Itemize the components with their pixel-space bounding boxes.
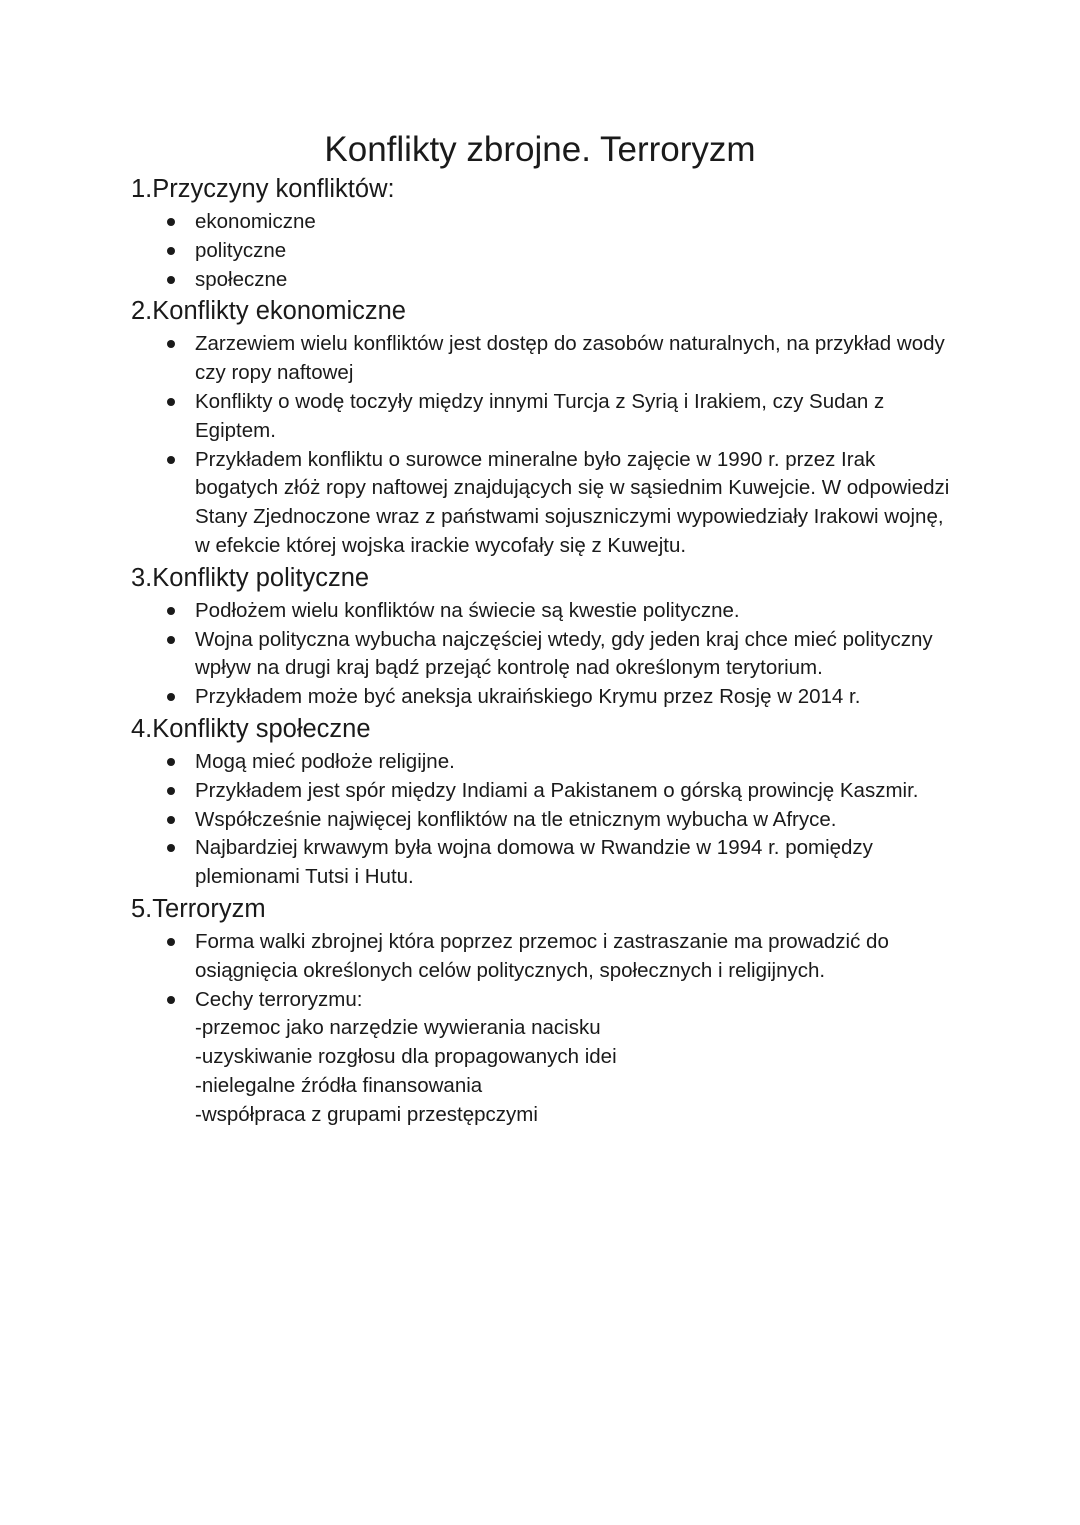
list-item: Przykładem może być aneksja ukraińskiego Krymu przez Rosję w 2014 r. — [131, 683, 951, 712]
terrorism-feature: -współpraca z grupami przestępczymi — [195, 1102, 538, 1126]
list-item: Podłożem wielu konfliktów na świecie są kwestie polityczne. — [131, 597, 951, 626]
bullet-icon — [167, 456, 175, 464]
section-social — [131, 712, 951, 892]
section-heading: 1.Przyczyny konfliktów: — [131, 175, 395, 203]
list-item: Cechy terroryzmu: -przemoc jako narzędzie wywierania nacisku -uzyskiwanie rozgłosu dla propagowanych idei -nielegalne źródła finansowania -współpraca z grupami przestępczymi — [131, 986, 951, 1130]
section-causes — [131, 172, 951, 294]
list-item: Najbardziej krwawym była wojna domowa w Rwandzie w 1994 r. pomiędzy plemionami Tutsi i Hutu. — [131, 834, 951, 892]
bullet-icon — [167, 276, 175, 284]
section-heading: 5.Terroryzm — [131, 894, 266, 923]
section-political — [131, 561, 951, 712]
list-item: Przykładem jest spór między Indiami a Pakistanem o górską prowincję Kaszmir. — [131, 777, 951, 806]
bullet-list — [131, 597, 951, 712]
section-economic — [131, 294, 951, 560]
section-heading: 4.Konflikty społeczne — [131, 714, 371, 743]
section-heading: 3.Konflikty polityczne — [131, 563, 370, 592]
bullet-icon — [167, 787, 175, 795]
list-item: polityczne — [131, 237, 951, 266]
list-item: Zarzewiem wielu konfliktów jest dostęp do zasobów naturalnych, na przykład wody czy ropy naftowej — [131, 330, 951, 388]
list-item: Przykładem konfliktu o surowce mineralne było zajęcie w 1990 r. przez Irak bogatych złóż ropy naftowej znajdujących się w sąsiednim Kuwejcie. W odpowiedzi Stany Zjednoczone wraz z państwami sojuszniczymi wypowiedziały Irakowi wojnę, w efekcie której wojska irackie wycofały się z Kuwejtu. — [131, 446, 951, 561]
list-item: Forma walki zbrojnej która poprzez przemoc i zastraszanie ma prowadzić do osiągnięcia określonych celów politycznych, społecznych i religijnych. — [131, 928, 951, 986]
bullet-icon — [167, 218, 175, 226]
bullet-icon — [167, 693, 175, 701]
terrorism-feature: -uzyskiwanie rozgłosu dla propagowanych idei — [195, 1045, 617, 1069]
list-item: Współcześnie najwięcej konfliktów na tle etnicznym wybucha w Afryce. — [131, 806, 951, 835]
bullet-icon — [167, 636, 175, 644]
bullet-icon — [167, 247, 175, 255]
list-item: ekonomiczne — [131, 208, 951, 237]
terrorism-feature: -przemoc jako narzędzie wywierania nacisku — [195, 1016, 601, 1040]
section-heading: 2.Konflikty ekonomiczne — [131, 297, 406, 326]
list-item: Konflikty o wodę toczyły między innymi Turcja z Syrią i Irakiem, czy Sudan z Egiptem. — [131, 388, 951, 446]
bullet-icon — [167, 758, 175, 766]
bullet-list — [131, 208, 951, 294]
bullet-icon — [167, 996, 175, 1004]
document-title: Konflikty zbrojne. Terroryzm — [324, 130, 756, 169]
list-item: Mogą mieć podłoże religijne. — [131, 748, 951, 777]
terrorism-feature: -nielegalne źródła finansowania — [195, 1073, 483, 1097]
bullet-icon — [167, 844, 175, 852]
bullet-icon — [167, 398, 175, 406]
section-terrorism — [131, 892, 951, 1130]
list-item: społeczne — [131, 266, 951, 295]
bullet-list — [131, 330, 951, 560]
bullet-icon — [167, 938, 175, 946]
bullet-icon — [167, 816, 175, 824]
bullet-list — [131, 928, 951, 1130]
document-body — [131, 172, 951, 1130]
list-item: Wojna polityczna wybucha najczęściej wtedy, gdy jeden kraj chce mieć polityczny wpływ na drugi kraj bądź przejąć kontrolę nad określonym terytorium. — [131, 626, 951, 684]
bullet-list — [131, 748, 951, 892]
bullet-icon — [167, 340, 175, 348]
bullet-icon — [167, 607, 175, 615]
